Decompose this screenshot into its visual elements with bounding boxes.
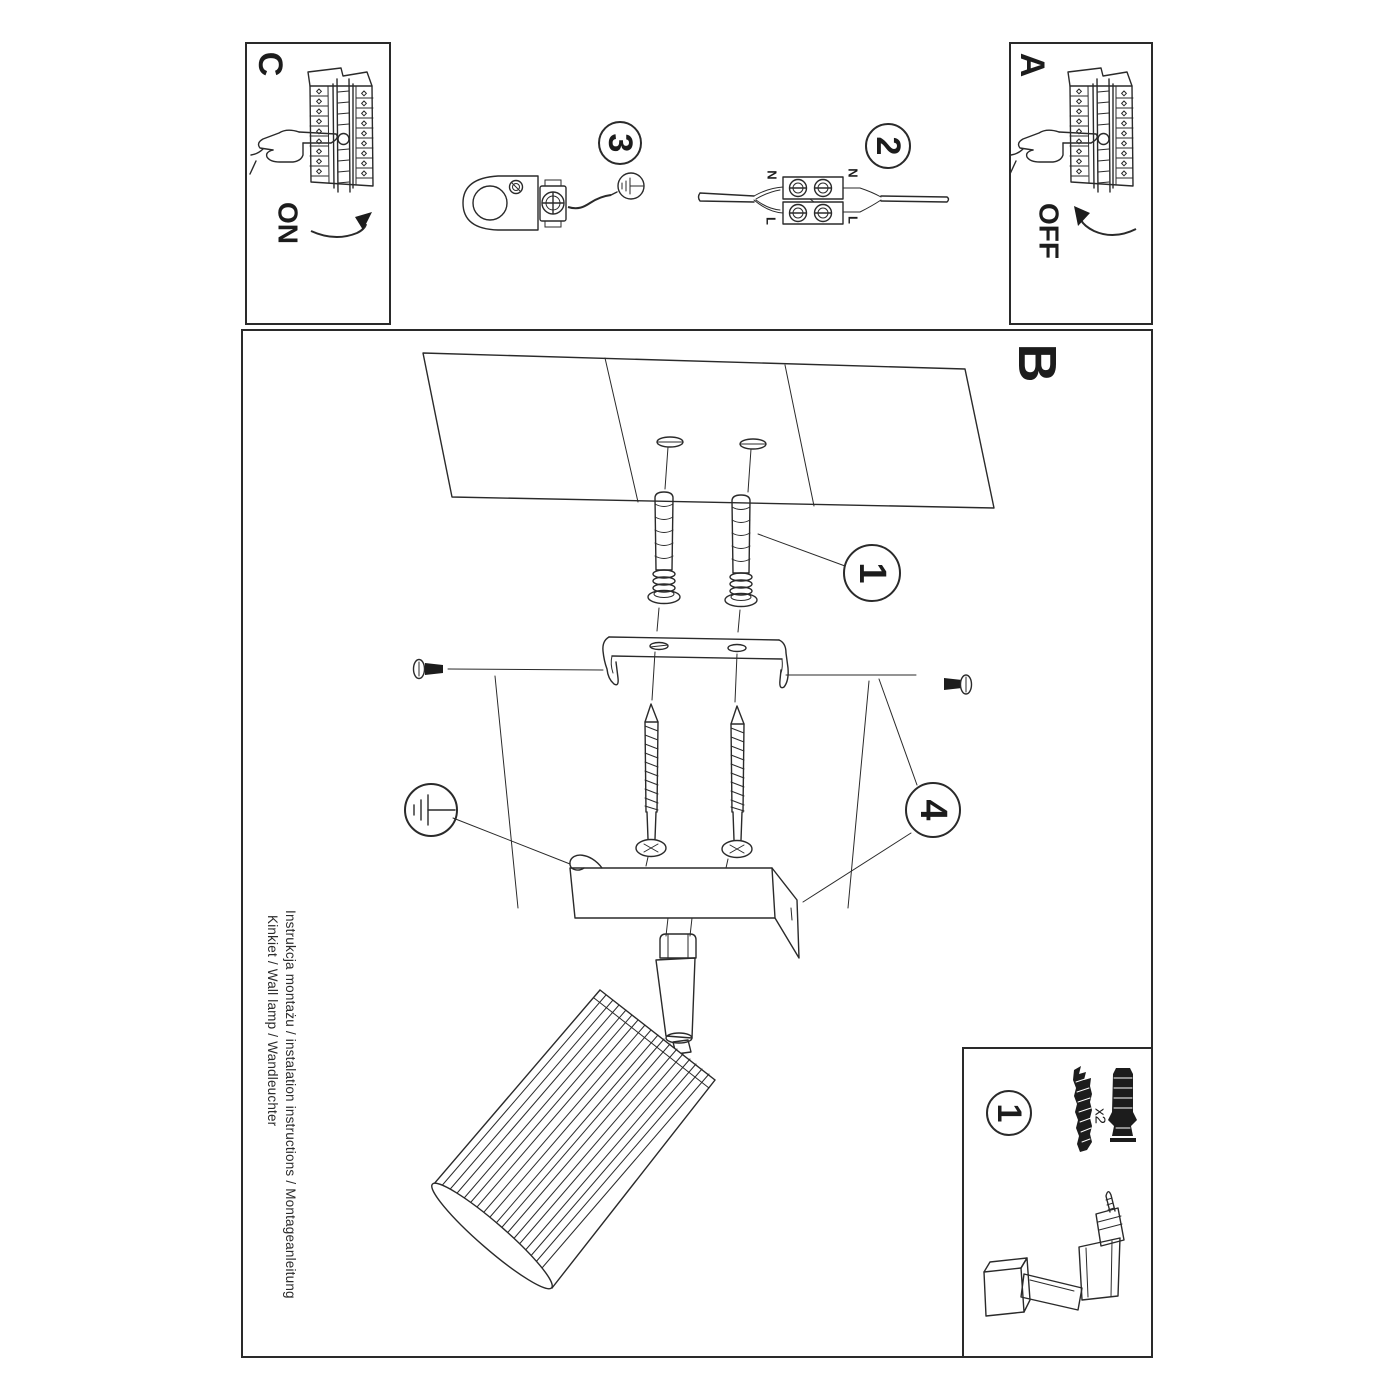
arrow-on-icon: [311, 212, 372, 237]
ground-symbol-small-icon: [618, 173, 644, 199]
wire-label-n-right: N: [845, 168, 861, 178]
wire-label-n-left: N: [764, 170, 780, 180]
wall-plug-right: [725, 495, 757, 607]
step-1-badge: 1: [851, 562, 893, 584]
leader-line: [448, 669, 603, 670]
caption-product-line: Kinkiet / Wall lamp / Wandleuchter: [265, 915, 280, 1127]
wood-screw-right: [722, 706, 752, 858]
step-4-badge: 4: [912, 799, 954, 821]
leader-line: [726, 859, 728, 868]
drill-hole-right: [740, 439, 766, 492]
section-c-on-label: ON: [272, 202, 304, 244]
wire-right: [843, 188, 949, 212]
terminal-screw-icon: [790, 180, 832, 222]
section-a-off-label: OFF: [1033, 203, 1065, 259]
wire-label-l-right: L: [845, 216, 861, 224]
arrow-off-icon: [1074, 206, 1136, 235]
machine-screw-left: [414, 660, 444, 679]
leader-line: [646, 857, 648, 866]
inset-box-c: [246, 43, 390, 324]
terminal-block-2x2: [783, 177, 843, 224]
step3-earth-wire: [568, 192, 617, 208]
ground-symbol-large-icon: [405, 784, 457, 836]
leader-line-earth: [453, 818, 570, 864]
leader-line: [738, 610, 740, 632]
inset-box-a: [1010, 43, 1152, 324]
step-2-badge: 2: [869, 136, 907, 156]
leader-line-step1: [758, 534, 845, 566]
wall-plug-left: [648, 492, 680, 604]
assembly-guide-line-left: [495, 676, 518, 908]
parts-step-badge: 1: [990, 1103, 1028, 1123]
leader-line-step4: [879, 679, 917, 785]
drill-hole-left: [657, 437, 683, 489]
section-b-label: B: [1007, 343, 1067, 383]
leader-line: [803, 833, 911, 902]
section-a-label: A: [1013, 52, 1051, 78]
wall-plug-icon: [1108, 1068, 1137, 1142]
assembly-guide-line-right: [848, 681, 869, 908]
leader-line: [652, 652, 655, 700]
caption-title-line: Instrukcja montażu / instalation instructions / Montageanleitung: [283, 910, 298, 1299]
border-frame-main: [242, 330, 1152, 1357]
screw-icon: [1073, 1066, 1092, 1152]
machine-screw-right: [944, 675, 972, 694]
leader-line: [657, 608, 659, 631]
parts-quantity-label: x2: [1091, 1108, 1109, 1124]
lamp-base: [570, 868, 799, 958]
leader-line: [735, 654, 737, 702]
step3-terminal-screw: [540, 180, 566, 227]
drill-icon: [984, 1192, 1124, 1316]
swivel-joint: [656, 918, 696, 1054]
step3-mount-plate: [463, 176, 538, 230]
mounting-bracket: [603, 637, 788, 688]
wire-left: [699, 187, 784, 213]
wood-screw-left: [636, 704, 666, 857]
wire-label-l-left: L: [763, 217, 779, 225]
section-c-label: C: [251, 51, 289, 77]
wall-panel: [423, 353, 994, 508]
bracket-slot-right: [728, 645, 746, 652]
step-3-badge: 3: [601, 133, 639, 153]
